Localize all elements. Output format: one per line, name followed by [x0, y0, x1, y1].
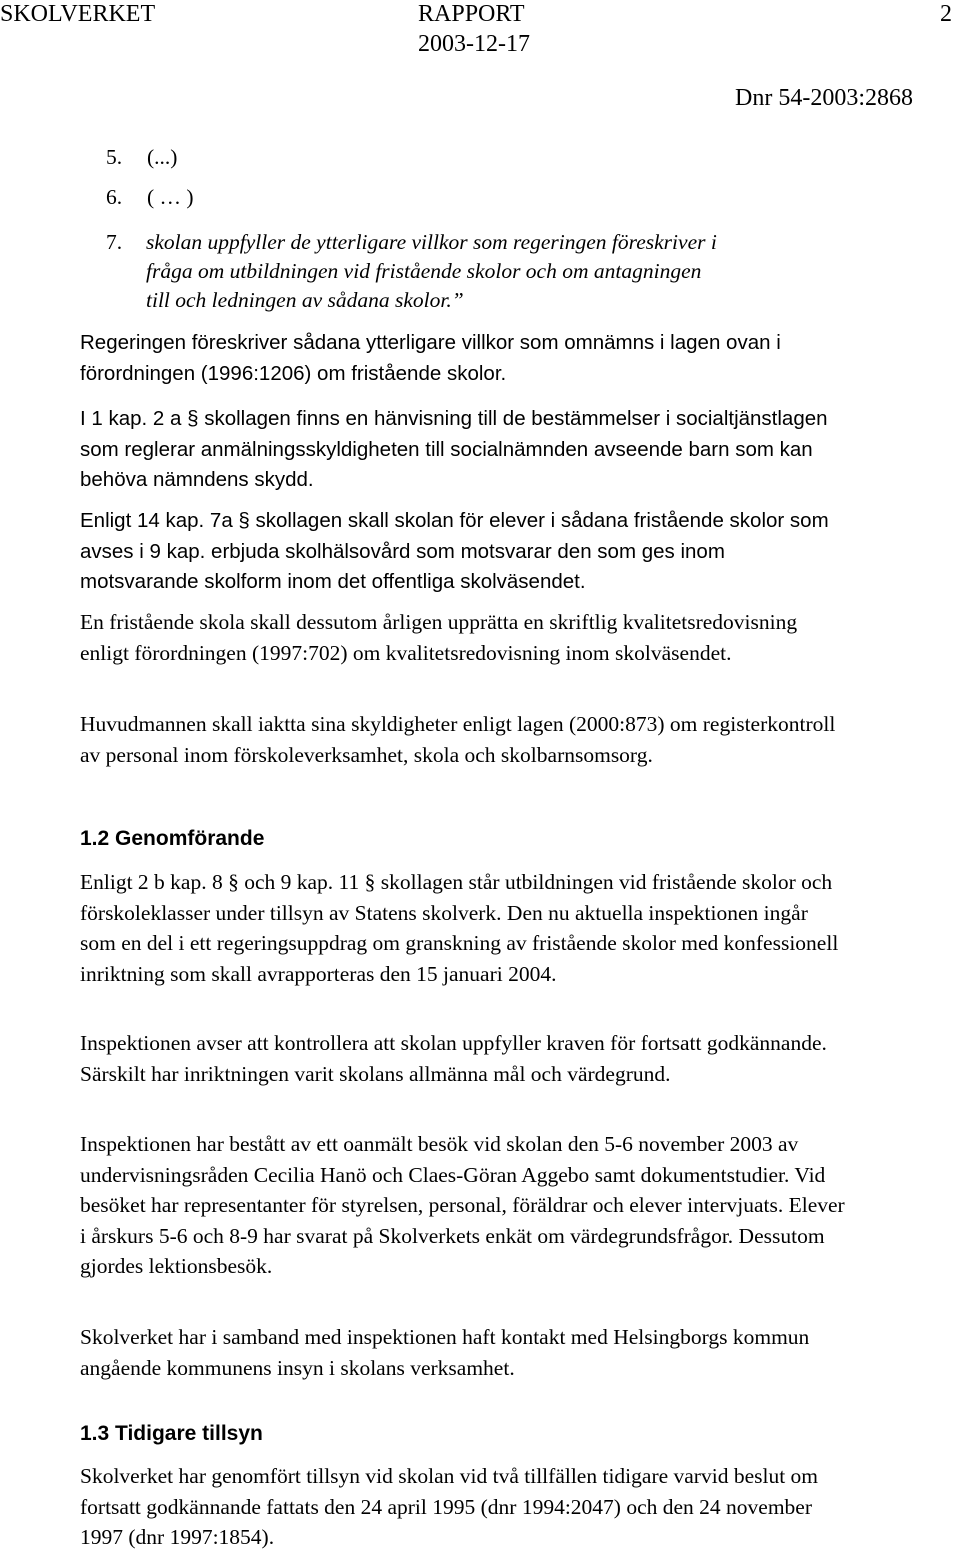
header-dnr: Dnr 54-2003:2868 [735, 85, 913, 111]
header-org: SKOLVERKET [0, 1, 156, 27]
header-date: 2003-12-17 [418, 31, 530, 57]
paragraph-inspektionen-avser: Inspektionen avser att kontrollera att skolan uppfyller kraven för fortsatt godkännande. Särskilt har inriktningen varit skolans allmänna mål och värdegrund. [80, 1031, 827, 1086]
paragraph-skolhalsovard: Enligt 14 kap. 7a § skollagen skall skolan för elever i sådana fristående skolor som avses i 9 kap. erbjuda skolhälsovård som motsvarar den som ges inom motsvarande skolform inom det offentliga skolväsendet. [80, 509, 829, 593]
list-item-7-line-3: till och ledningen av sådana skolor.” [146, 288, 464, 312]
list-item-5-number: 5. [106, 145, 123, 169]
list-item-6-number: 6. [106, 185, 123, 209]
header-page-number: 2 [940, 1, 952, 27]
section-heading-tidigare-tillsyn: 1.3 Tidigare tillsyn [80, 1422, 263, 1445]
list-item-5-text: (...) [147, 145, 178, 169]
paragraph-villkor: Regeringen föreskriver sådana ytterligare villkor som omnämns i lagen ovan i förordningen (1996:1206) om fristående skolor. [80, 331, 781, 385]
paragraph-tidigare-beslut: Skolverket har genomfört tillsyn vid skolan vid två tillfällen tidigare varvid beslut om fortsatt godkännande fattats den 24 april 1995 (dnr 1994:2047) och den 24 november 1997 (dnr 1997:1854). [80, 1464, 819, 1549]
header-doc-type: RAPPORT [418, 1, 525, 27]
list-item-7-number: 7. [106, 230, 123, 254]
paragraph-anmalningsskyldighet: I 1 kap. 2 a § skollagen finns en hänvisning till de bestämmelser i socialtjänstlagen som reglerar anmälningsskyldigheten till socialnämnden avseende barn som kan behöva nämndens skydd. [80, 407, 828, 491]
paragraph-kontakt-kommun: Skolverket har i samband med inspektionen haft kontakt med Helsingborgs kommun angående kommunens insyn i skolans verksamhet. [80, 1325, 810, 1380]
list-item-6-text: ( … ) [147, 185, 194, 209]
list-item-7-line-1: skolan uppfyller de ytterligare villkor som regeringen föreskriver i [146, 230, 717, 254]
paragraph-tillsyn: Enligt 2 b kap. 8 § och 9 kap. 11 § skollagen står utbildningen vid fristående skolor och förskoleklasser under tillsyn av Statens skolverk. Den nu aktuella inspektionen ingår som en del i ett regeringsuppdrag om granskning av fristående skolor med konfessionell inriktning som skall avrapporteras den 15 januari 2004. [80, 870, 839, 986]
section-heading-genomforande: 1.2 Genomförande [80, 827, 265, 850]
paragraph-registerkontroll: Huvudmannen skall iaktta sina skyldigheter enligt lagen (2000:873) om registerkontroll av personal inom förskoleverksamhet, skola och skolbarnsomsorg. [80, 712, 836, 767]
paragraph-kvalitetsredovisning: En fristående skola skall dessutom årligen upprätta en skriftlig kvalitetsredovisning enligt förordningen (1997:702) om kvalitetsredovisning inom skolväsendet. [80, 610, 798, 665]
list-item-7-line-2: fråga om utbildningen vid fristående skolor och om antagningen [146, 259, 702, 283]
paragraph-inspektionen-bestatt: Inspektionen har bestått av ett oanmält besök vid skolan den 5-6 november 2003 av undervisningsråden Cecilia Hanö och Claes-Göran Aggebo samt dokumentstudier. Vid besöket har representanter för styrelsen, personal, föräldrar och elever intervjuats. Elever i årskurs 5-6 och 8-9 har svarat på Skolverkets enkät om värdegrundsfrågor. Dessutom gjordes lektionsbesök. [80, 1132, 845, 1278]
